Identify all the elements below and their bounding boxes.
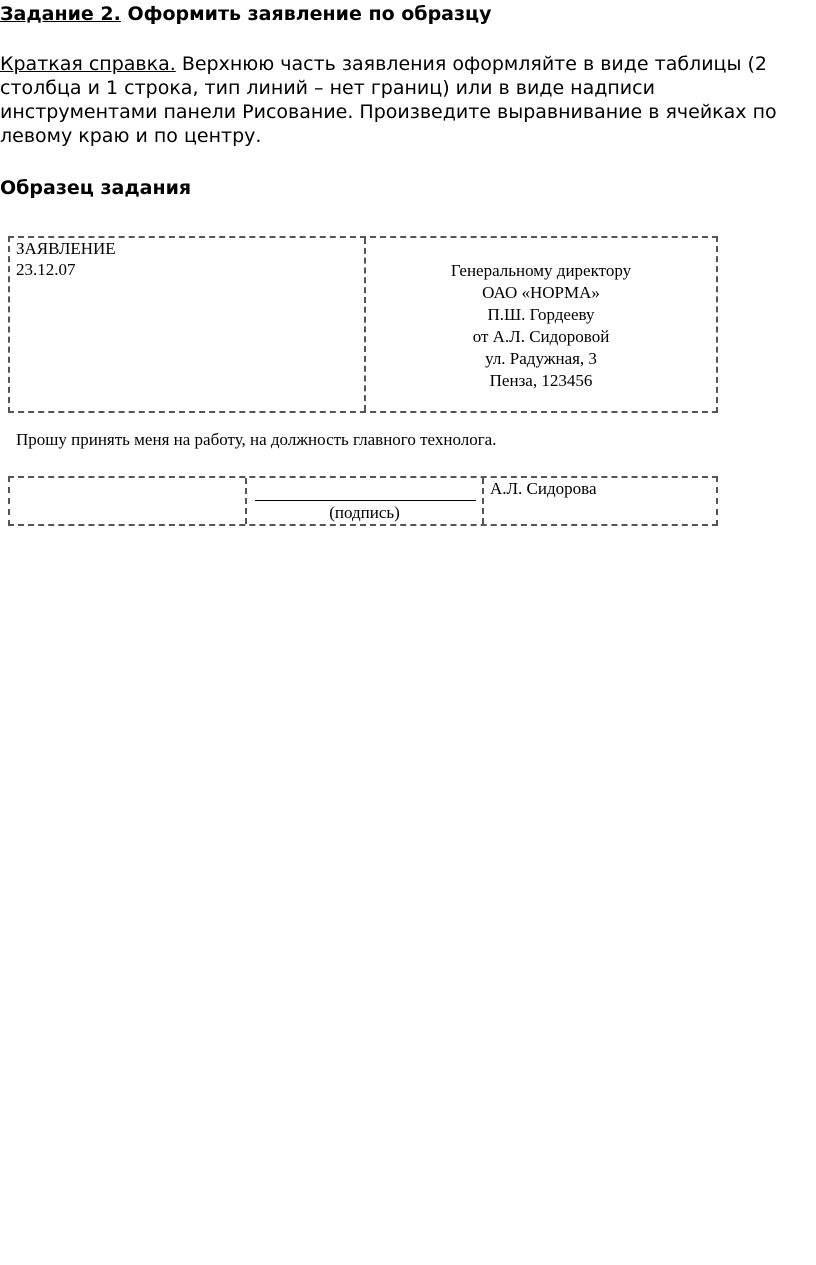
signature-caption: (подпись) — [329, 503, 400, 522]
addressee-line: Пенза, 123456 — [489, 371, 593, 390]
addressee-line: ул. Радужная, 3 — [485, 349, 597, 368]
signature-name-cell — [484, 478, 716, 524]
sample-heading: Образец задания — [0, 177, 192, 199]
task-number: Задание 2. — [0, 3, 121, 25]
request-text: Прошу принять меня на работу, на должность главного технолога. — [16, 430, 497, 449]
task-title — [0, 2, 492, 26]
header-right-cell — [366, 238, 716, 411]
hint-text: Верхнюю часть заявления оформляйте в виде таблицы (2 столбца и 1 строка, тип линий – нет границ) или в виде надписи инструментами панели Рисование. Произведите выравнивание в ячейках по левому краю и по центру. — [0, 53, 777, 147]
signature-empty-cell — [10, 478, 247, 524]
header-left-cell — [10, 238, 366, 411]
signature-line — [255, 500, 476, 501]
addressee-line: П.Ш. Гордееву — [487, 305, 595, 324]
addressee-line: от А.Л. Сидоровой — [472, 327, 610, 346]
signature-table — [8, 476, 718, 526]
application-header-table — [8, 236, 718, 413]
signature-name: А.Л. Сидорова — [490, 479, 597, 498]
addressee-line: Генеральному директору — [450, 261, 632, 280]
addressee-line: ОАО «НОРМА» — [482, 283, 600, 302]
application-date: 23.12.07 — [16, 260, 76, 279]
hint-label: Краткая справка. — [0, 53, 176, 75]
signature-cell — [247, 478, 484, 524]
hint-paragraph — [0, 52, 812, 148]
task-title-text: Оформить заявление по образцу — [120, 3, 492, 25]
application-title: ЗАЯВЛЕНИЕ — [16, 239, 116, 258]
